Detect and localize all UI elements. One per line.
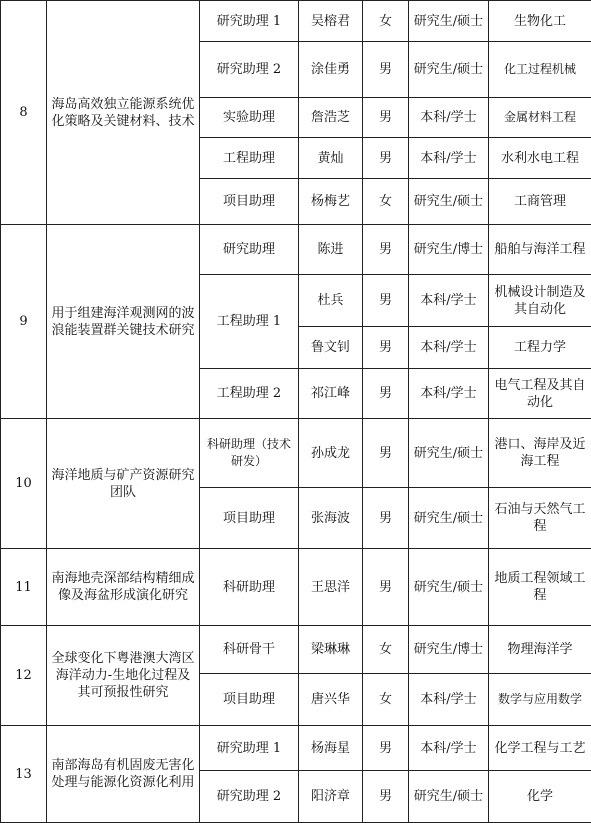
degree-cell: 本科/学士 bbox=[409, 98, 489, 138]
name-cell: 孙成龙 bbox=[299, 419, 363, 488]
name-cell: 梁琳琳 bbox=[299, 626, 363, 674]
gender-cell: 男 bbox=[363, 98, 409, 138]
major-cell: 化学 bbox=[489, 771, 591, 823]
degree-cell: 研究生/硕士 bbox=[409, 549, 489, 626]
degree-cell: 本科/学士 bbox=[409, 138, 489, 179]
gender-cell: 男 bbox=[363, 327, 409, 369]
table-row bbox=[1, 419, 591, 488]
project-title: 南海地壳深部结构精细成像及海盆形成演化研究 bbox=[47, 549, 200, 626]
position-cell: 工程助理 bbox=[200, 138, 299, 179]
name-cell: 吴榕君 bbox=[299, 1, 363, 42]
position-cell: 实验助理 bbox=[200, 98, 299, 138]
gender-cell: 男 bbox=[363, 138, 409, 179]
name-cell: 鲁文钊 bbox=[299, 327, 363, 369]
name-cell: 杨海星 bbox=[299, 726, 363, 771]
project-number: 13 bbox=[1, 726, 47, 823]
position-cell: 工程助理 1 bbox=[200, 275, 299, 369]
major-cell: 化工过程机械 bbox=[489, 42, 591, 98]
major-cell: 水利水电工程 bbox=[489, 138, 591, 179]
table-row bbox=[1, 726, 591, 771]
position-cell: 科研助理（技术研发） bbox=[200, 419, 299, 488]
project-number: 9 bbox=[1, 225, 47, 419]
name-cell: 杨梅艺 bbox=[299, 179, 363, 225]
position-cell: 项目助理 bbox=[200, 488, 299, 549]
table-row bbox=[1, 626, 591, 674]
project-title: 用于组建海洋观测网的波浪能装置群关键技术研究 bbox=[47, 225, 200, 419]
major-cell: 港口、海岸及近海工程 bbox=[489, 419, 591, 488]
major-cell: 生物化工 bbox=[489, 1, 591, 42]
project-number: 11 bbox=[1, 549, 47, 626]
major-cell: 金属材料工程 bbox=[489, 98, 591, 138]
position-cell: 科研助理 bbox=[200, 549, 299, 626]
gender-cell: 男 bbox=[363, 419, 409, 488]
name-cell: 杜兵 bbox=[299, 275, 363, 327]
degree-cell: 本科/学士 bbox=[409, 327, 489, 369]
name-cell: 祁江峰 bbox=[299, 369, 363, 419]
major-cell: 机械设计制造及其自动化 bbox=[489, 275, 591, 327]
position-cell: 研究助理 1 bbox=[200, 1, 299, 42]
gender-cell: 男 bbox=[363, 771, 409, 823]
degree-cell: 本科/学士 bbox=[409, 726, 489, 771]
name-cell: 陈进 bbox=[299, 225, 363, 275]
project-title: 海岛高效独立能源系统优化策略及关键材料、技术 bbox=[47, 1, 200, 225]
position-cell: 项目助理 bbox=[200, 674, 299, 726]
major-cell: 地质工程领域工程 bbox=[489, 549, 591, 626]
degree-cell: 研究生/硕士 bbox=[409, 42, 489, 98]
degree-cell: 本科/学士 bbox=[409, 275, 489, 327]
degree-cell: 研究生/博士 bbox=[409, 225, 489, 275]
gender-cell: 女 bbox=[363, 1, 409, 42]
project-number: 10 bbox=[1, 419, 47, 549]
gender-cell: 男 bbox=[363, 488, 409, 549]
table-row bbox=[1, 549, 591, 626]
table-row bbox=[1, 1, 591, 42]
project-number: 12 bbox=[1, 626, 47, 726]
major-cell: 工商管理 bbox=[489, 179, 591, 225]
name-cell: 詹浩芝 bbox=[299, 98, 363, 138]
project-title: 南部海岛有机固废无害化处理与能源化资源化利用 bbox=[47, 726, 200, 823]
degree-cell: 研究生/硕士 bbox=[409, 488, 489, 549]
major-cell: 物理海洋学 bbox=[489, 626, 591, 674]
gender-cell: 女 bbox=[363, 674, 409, 726]
degree-cell: 本科/学士 bbox=[409, 674, 489, 726]
name-cell: 唐兴华 bbox=[299, 674, 363, 726]
position-cell: 科研骨干 bbox=[200, 626, 299, 674]
major-cell: 数学与应用数学 bbox=[489, 674, 591, 726]
degree-cell: 研究生/硕士 bbox=[409, 1, 489, 42]
gender-cell: 女 bbox=[363, 626, 409, 674]
degree-cell: 研究生/硕士 bbox=[409, 771, 489, 823]
degree-cell: 研究生/硕士 bbox=[409, 179, 489, 225]
name-cell: 黄灿 bbox=[299, 138, 363, 179]
position-cell: 研究助理 bbox=[200, 225, 299, 275]
gender-cell: 男 bbox=[363, 275, 409, 327]
table-row bbox=[1, 225, 591, 275]
position-cell: 项目助理 bbox=[200, 179, 299, 225]
position-cell: 研究助理 2 bbox=[200, 42, 299, 98]
position-cell: 研究助理 2 bbox=[200, 771, 299, 823]
gender-cell: 女 bbox=[363, 179, 409, 225]
gender-cell: 男 bbox=[363, 549, 409, 626]
gender-cell: 男 bbox=[363, 369, 409, 419]
degree-cell: 研究生/博士 bbox=[409, 626, 489, 674]
name-cell: 张海波 bbox=[299, 488, 363, 549]
major-cell: 电气工程及其自动化 bbox=[489, 369, 591, 419]
degree-cell: 本科/学士 bbox=[409, 369, 489, 419]
name-cell: 涂佳勇 bbox=[299, 42, 363, 98]
major-cell: 船舶与海洋工程 bbox=[489, 225, 591, 275]
gender-cell: 男 bbox=[363, 726, 409, 771]
project-title: 海洋地质与矿产资源研究团队 bbox=[47, 419, 200, 549]
project-title: 全球变化下粤港澳大湾区海洋动力-生地化过程及其可预报性研究 bbox=[47, 626, 200, 726]
major-cell: 工程力学 bbox=[489, 327, 591, 369]
name-cell: 王思洋 bbox=[299, 549, 363, 626]
gender-cell: 男 bbox=[363, 225, 409, 275]
major-cell: 化学工程与工艺 bbox=[489, 726, 591, 771]
position-cell: 工程助理 2 bbox=[200, 369, 299, 419]
major-cell: 石油与天然气工程 bbox=[489, 488, 591, 549]
position-cell: 研究助理 1 bbox=[200, 726, 299, 771]
name-cell: 阳济章 bbox=[299, 771, 363, 823]
project-number: 8 bbox=[1, 1, 47, 225]
degree-cell: 研究生/硕士 bbox=[409, 419, 489, 488]
gender-cell: 男 bbox=[363, 42, 409, 98]
